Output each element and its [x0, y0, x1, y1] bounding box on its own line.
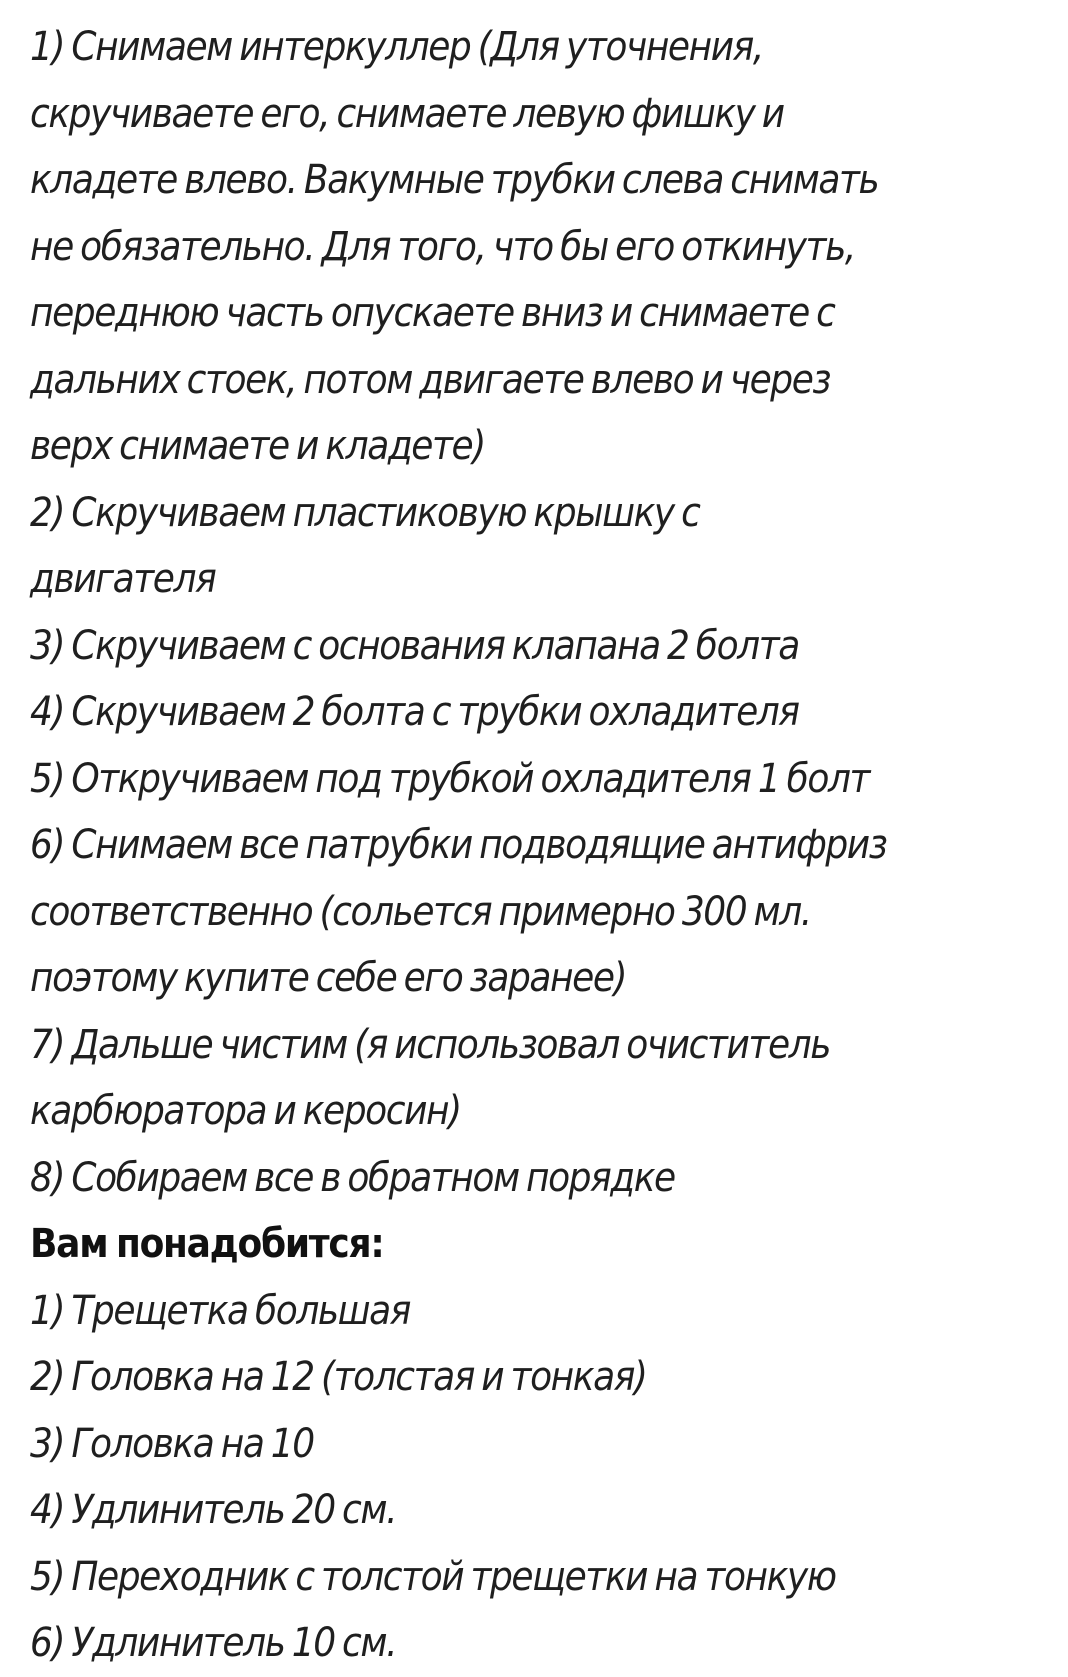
step-4-line: 4) Скручиваем 2 болта с трубки охладителя	[30, 689, 799, 735]
step-7-line-1: 7) Дальше чистим (я использовал очиститель	[30, 1021, 831, 1068]
step-2-line-2: двигателя	[30, 556, 216, 602]
step-2-line-1: 2) Скручиваем пластиковую крышку с	[30, 489, 700, 536]
step-1-line-6: дальних стоек, потом двигаете влево и через	[30, 356, 831, 403]
step-3-line: 3) Скручиваем с основания клапана 2 болта	[30, 622, 799, 669]
step-6-line-2: соответственно (сольется примерно 300 мл.	[30, 888, 811, 935]
tool-3-line: 3) Головка на 10	[30, 1420, 314, 1467]
step-6-line-3: поэтому купите себе его заранее)	[30, 955, 627, 1001]
instructions-text	[30, 14, 957, 1677]
step-1-line-5: переднюю часть опускаете вниз и снимаете с	[30, 290, 835, 336]
step-1-line-7: верх снимаете и кладете)	[30, 423, 485, 469]
step-1-line-3: кладете влево. Вакумные трубки слева снимать	[30, 157, 879, 203]
step-6-line-1: 6) Снимаем все патрубки подводящие антифриз	[30, 822, 887, 868]
step-1-line-4: не обязательно. Для того, что бы его откинуть,	[30, 223, 855, 270]
tool-5-line: 5) Переходник с толстой трещетки на тонкую	[30, 1553, 836, 1600]
step-5-line: 5) Откручиваем под трубкой охладителя 1 болт	[30, 755, 870, 802]
tool-6-line: 6) Удлинитель 10 см.	[30, 1620, 397, 1666]
step-8-line: 8) Собираем все в обратном порядке	[30, 1154, 675, 1201]
tool-1-line: 1) Трещетка большая	[30, 1287, 411, 1334]
tools-heading: Вам понадобится:	[30, 1221, 384, 1267]
step-1-line-2: скручиваете его, снимаете левую фишку и	[30, 90, 784, 137]
step-1-line-1: 1) Снимаем интеркуллер (Для уточнения,	[30, 24, 763, 70]
tool-2-line: 2) Головка на 12 (толстая и тонкая)	[30, 1354, 647, 1400]
tool-4-line: 4) Удлинитель 20 см.	[30, 1487, 397, 1533]
step-7-line-2: карбюратора и керосин)	[30, 1088, 461, 1134]
